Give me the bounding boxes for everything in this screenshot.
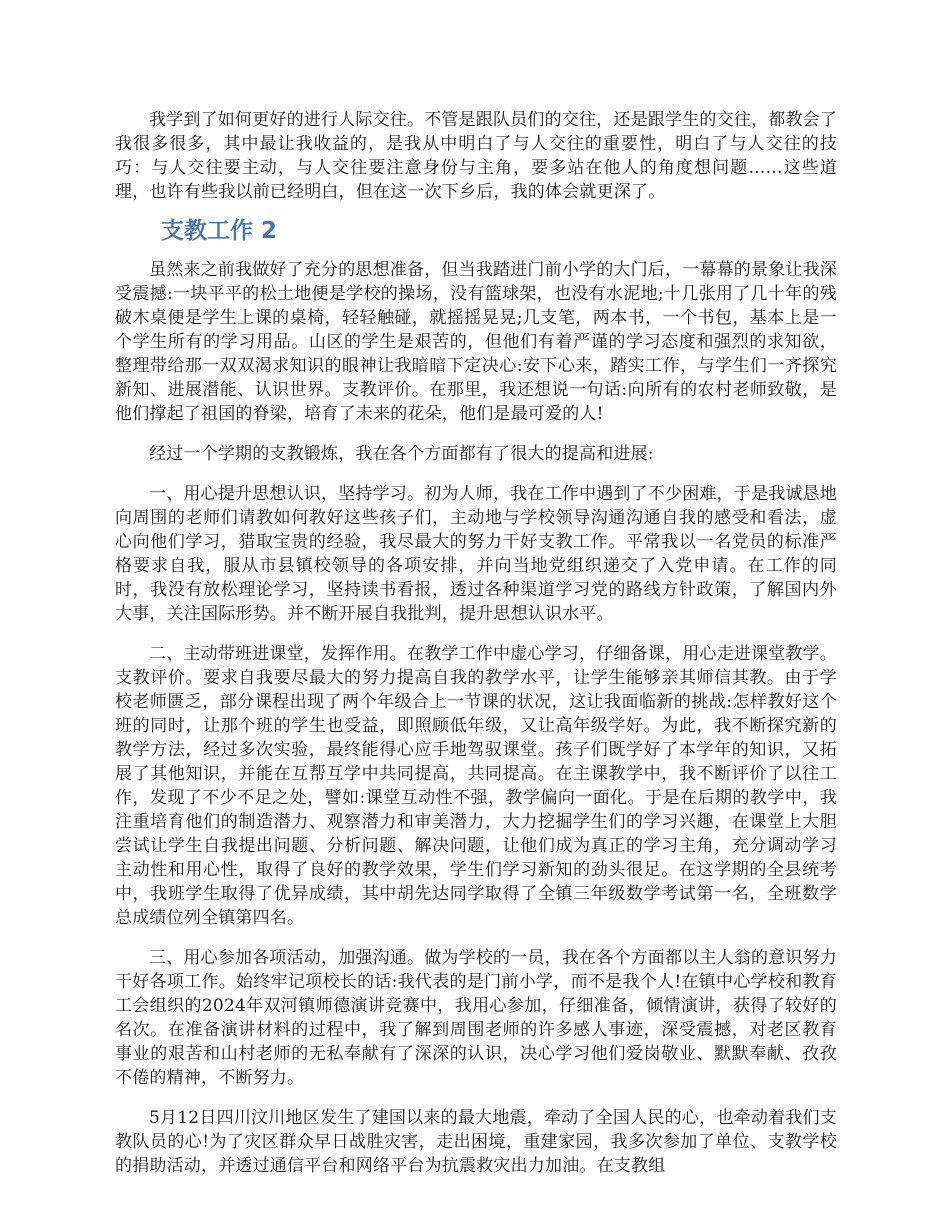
body-paragraph: 一、用心提升思想认识，坚持学习。初为人师，我在工作中遇到了不少困难，于是我诚恳地向周围的老师们请教如何教好这些孩子们，主动地与学校领导沟通沟通自我的感受和看法，虚心向他们学习，猎取宝贵的经验，我尽最大的努力干好支教工作。平常我以一名党员的标准严格要求自我，服从市县镇校领导的各项安排，并向当地党组织递交了入党申请。在工作的同时，我没有放松理论学习，坚持读书看报，透过各种渠道学习党的路线方针政策，了解国内外大事，关注国际形势。并不断开展自我批判，提升思想认识水平。 [115,484,837,624]
body-paragraph: 经过一个学期的支教锻炼，我在各个方面都有了很大的提高和进展: [149,444,654,464]
section-title: 支教工作 2 [161,218,278,244]
intro-paragraph: 我学到了如何更好的进行人际交往。不管是跟队员们的交往，还是跟学生的交往，都教会了我很多很多，其中最让我收益的，是我从中明白了与人交往的重要性，明白了与人交往的技巧：与人交往要主动，与人交往要注意身份与主角，要多站在他人的角度想问题……这些道理，也许有些我以前已经明白，但在这一次下乡后，我的体会就更深了。 [115,110,837,202]
body-paragraph: 5月12日四川汶川地区发生了建国以来的最大地震，牵动了全国人民的心，也牵动着我们支教队员的心!为了灾区群众早日战胜灾害，走出困境，重建家园，我多次参加了单位、支教学校的捐助活动，并透过通信平台和网络平台为抗震救灾出力加油。在支教组 [115,1108,837,1176]
body-paragraph: 二、主动带班进课堂，发挥作用。在教学工作中虚心学习，仔细备课，用心走进课堂教学。支教评价。要求自我要尽最大的努力提高自我的教学水平，让学生能够亲其师信其教。由于学校老师匮乏，部分课程出现了两个年级合上一节课的状况，这让我面临新的挑战:怎样教好这个班的同时，让那个班的学生也受益，即照顾低年级，又让高年级学好。为此，我不断探究新的教学方法，经过多次实验，最终能得心应手地驾驭课堂。孩子们既学好了本学年的知识，又拓展了其他知识，并能在互帮互学中共同提高，共同提高。在主课教学中，我不断评价了以往工作，发现了不少不足之处，譬如:课堂互动性不强，教学偏向一面化。于是在后期的教学中，我注重培育他们的制造潜力、观察潜力和审美潜力，大力挖掘学生们的学习兴趣，在课堂上大胆尝试让学生自我提出问题、分析问题、解决问题，让他们成为真正的学习主角，充分调动学习主动性和用心性，取得了良好的教学效果，学生们学习新知的劲头很足。在这学期的全县统考中，我班学生取得了优异成绩，其中胡先达同学取得了全镇三年级数学考试第一名，全班数学总成绩位列全镇第四名。 [115,644,837,928]
document-page [115,108,837,1178]
body-paragraph: 虽然来之前我做好了充分的思想准备，但当我踏进门前小学的大门后，一幕幕的景象让我深受震撼:一块平平的松土地便是学校的操场，没有篮球架，也没有水泥地;十几张用了几十年的残破木桌便是学生上课的桌椅，轻轻触碰，就摇摇晃晃;几支笔，两本书，一个书包，基本上是一个学生所有的学习用品。山区的学生是艰苦的，但他们有着严谨的学习态度和强烈的求知欲，整理带给那一双双渴求知识的眼神让我暗暗下定决心:安下心来，踏实工作，与学生们一齐探究新知、进展潜能、认识世界。支教评价。在那里，我还想说一句话:向所有的农村老师致敬，是他们撑起了祖国的脊梁，培育了未来的花朵，他们是最可爱的人! [115,260,837,424]
body-paragraph: 三、用心参加各项活动，加强沟通。做为学校的一员，我在各个方面都以主人翁的意识努力干好各项工作。始终牢记项校长的话:我代表的是门前小学，而不是我个人!在镇中心学校和教育工会组织的2024年双河镇师德演讲竞赛中，我用心参加，仔细准备，倾情演讲，获得了较好的名次。在准备演讲材料的过程中，我了解到周围老师的许多感人事迹，深受震撼，对老区教育事业的艰苦和山村老师的无私奉献有了深深的认识，决心学习他们爱岗敬业、默默奉献、孜孜不倦的精神，不断努力。 [115,948,837,1088]
